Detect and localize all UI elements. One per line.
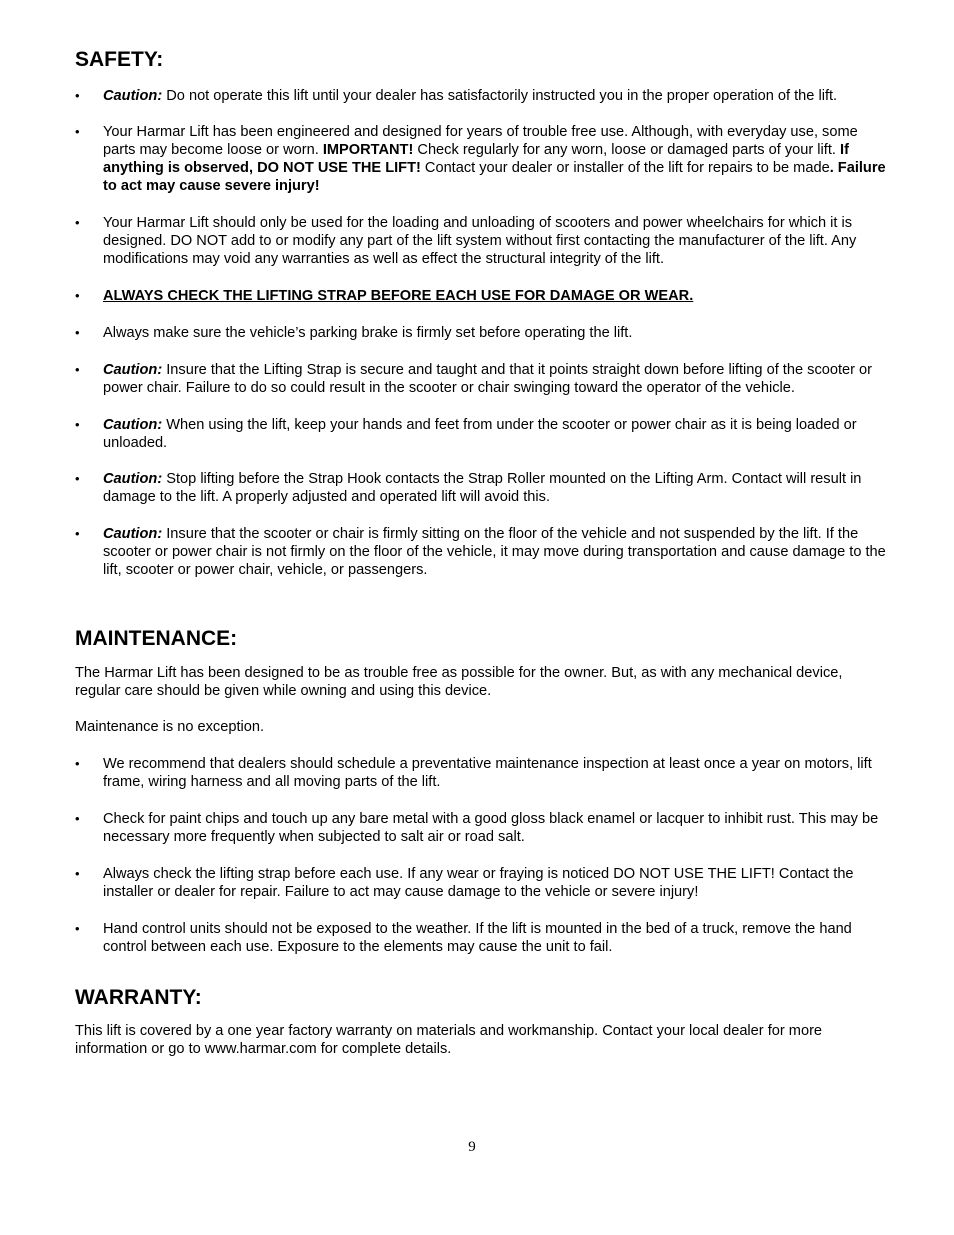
safety-item [75, 123, 887, 195]
bullet-icon: • [75, 288, 80, 303]
safety-list [75, 87, 887, 579]
text-run: Do not operate this lift until your dealer has satisfactorily instructed you in the proper operation of the lift. [162, 88, 838, 104]
item-text [103, 288, 693, 304]
text-run: We recommend that dealers should schedule a preventative maintenance inspection at least once a year on motors, lift frame, wiring harness and all moving parts of the lift. [103, 756, 872, 790]
text-run: Caution: [103, 362, 163, 378]
bullet-icon: • [75, 362, 80, 377]
bullet-icon: • [75, 921, 80, 936]
text-run: Insure that the scooter or chair is firmly sitting on the floor of the vehicle and not suspended by the lift. If the scooter or power chair is not firmly on the floor of the vehicle, it may move during transportation and cause damage to the lift, scooter or power chair, vehicle, or passengers. [103, 526, 886, 578]
maintenance-item [75, 810, 887, 846]
bullet-icon: • [75, 215, 80, 230]
item-text [103, 866, 854, 900]
bullet-icon: • [75, 526, 80, 541]
text-run: Hand control units should not be exposed to the weather. If the lift is mounted in the bed of a truck, remove the hand control between each use. Exposure to the elements may cause the unit to fail. [103, 921, 852, 955]
bullet-icon: • [75, 811, 80, 826]
warranty-text: This lift is covered by a one year factory warranty on materials and workmanship. Contact your local dealer for more information or go to www.harmar.com for complete details. [75, 1023, 823, 1057]
item-text [103, 756, 872, 790]
text-run: Always check the lifting strap before each use. If any wear or fraying is noticed DO NOT USE THE LIFT! Contact the installer or dealer for repair. Failure to act may cause damage to the vehicle or severe injury! [103, 866, 854, 900]
text-run: Check regularly for any worn, loose or damaged parts of your lift. [413, 142, 841, 158]
safety-item [75, 214, 887, 268]
item-text [103, 325, 632, 341]
text-run: When using the lift, keep your hands and feet from under the scooter or power chair as it is being loaded or unloaded. [103, 417, 857, 451]
maintenance-intro: The Harmar Lift has been designed to be as trouble free as possible for the owner. But, as with any mechanical device, regular care should be given while owning and using this device. [75, 665, 843, 699]
text-run: . Failure to act may cause severe injury! [103, 160, 886, 194]
bullet-icon: • [75, 471, 80, 486]
safety-heading: SAFETY: [75, 48, 164, 71]
bullet-icon: • [75, 866, 80, 881]
maintenance-item [75, 920, 887, 956]
item-text [103, 88, 837, 104]
safety-item [75, 287, 887, 305]
document-page [75, 46, 887, 1058]
page-number: 9 [468, 1139, 476, 1155]
bullet-icon: • [75, 417, 80, 432]
safety-item [75, 416, 887, 452]
safety-item [75, 87, 887, 105]
warranty-heading: WARRANTY: [75, 986, 202, 1009]
maintenance-intro-2: Maintenance is no exception. [75, 719, 265, 735]
text-run: IMPORTANT! [322, 142, 414, 158]
text-run: Contact your dealer or installer of the lift for repairs to be made [420, 160, 830, 176]
text-run: Caution: [103, 88, 163, 104]
text-run: Your Harmar Lift has been engineered and designed for years of trouble free use. Although, with everyday use, some parts may become loose or worn. [103, 124, 858, 158]
bullet-icon: • [75, 756, 80, 771]
item-text [103, 811, 878, 845]
safety-item [75, 525, 887, 579]
safety-item [75, 470, 887, 506]
text-run: Insure that the Lifting Strap is secure and taught and that it points straight down before lifting of the scooter or power chair. Failure to do so could result in the scooter or chair swinging toward the operator of the vehicle. [103, 362, 873, 396]
item-text [103, 417, 857, 451]
maintenance-heading: MAINTENANCE: [75, 627, 238, 650]
text-run: Caution: [103, 526, 163, 542]
item-text [103, 921, 852, 955]
item-text [103, 526, 886, 578]
text-run: Caution: [103, 471, 163, 487]
text-run: Caution: [103, 417, 163, 433]
text-run: Always make sure the vehicle’s parking brake is firmly set before operating the lift. [103, 325, 633, 341]
text-run: If anything is observed, DO NOT USE THE LIFT! [103, 142, 849, 176]
bullet-icon: • [75, 325, 80, 340]
text-run: Stop lifting before the Strap Hook contacts the Strap Roller mounted on the Lifting Arm. Contact will result in damage to the lift. A properly adjusted and operated lift will avoid this. [103, 471, 862, 505]
bullet-icon: • [75, 88, 80, 103]
item-text [103, 124, 886, 194]
item-text [103, 215, 856, 267]
maintenance-item [75, 865, 887, 901]
maintenance-item [75, 755, 887, 791]
bullet-icon: • [75, 124, 80, 139]
text-run: Check for paint chips and touch up any bare metal with a good gloss black enamel or lacquer to inhibit rust. This may be necessary more frequently when subjected to salt air or road salt. [103, 811, 879, 845]
item-text [103, 362, 872, 396]
text-run: Your Harmar Lift should only be used for the loading and unloading of scooters and power wheelchairs for which it is designed. DO NOT add to or modify any part of the lift system without first contacting the manufacturer of the lift. Any modifications may void any warranties as well as effect the structural integrity of the lift. [103, 215, 857, 267]
maintenance-list [75, 755, 887, 956]
item-text [103, 471, 861, 505]
text-run: ALWAYS CHECK THE LIFTING STRAP BEFORE EACH USE FOR DAMAGE OR WEAR. [103, 288, 694, 304]
safety-item [75, 361, 887, 397]
safety-item [75, 324, 887, 342]
